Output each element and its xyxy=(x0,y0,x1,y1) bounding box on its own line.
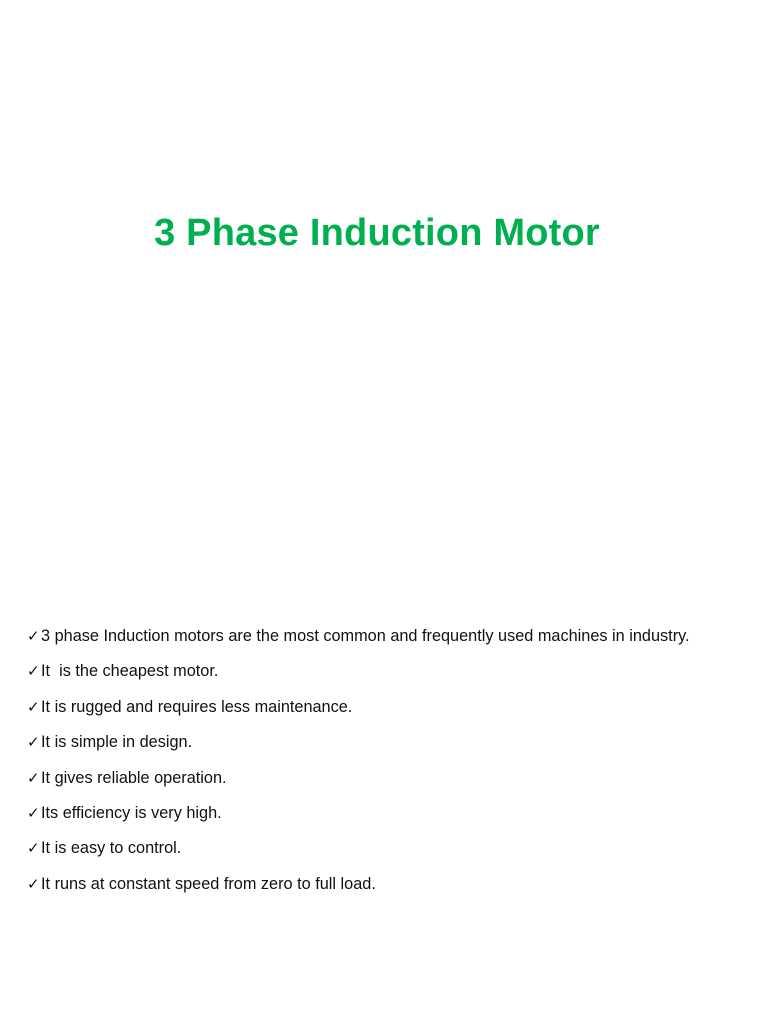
checkmark-icon: ✓ xyxy=(27,805,40,823)
list-item xyxy=(27,725,740,760)
bullet-text: 3 phase Induction motors are the most common and frequently used machines in industry. xyxy=(41,627,690,645)
bullet-text: It is simple in design. xyxy=(41,733,193,752)
bullet-text: It is the cheapest motor. xyxy=(41,662,219,681)
list-item xyxy=(27,831,740,866)
checkmark-icon: ✓ xyxy=(27,840,40,858)
list-item xyxy=(27,690,740,725)
checkmark-icon: ✓ xyxy=(27,769,40,787)
list-item xyxy=(27,619,740,654)
bullet-text: It is easy to control. xyxy=(41,839,182,858)
bullet-text: It gives reliable operation. xyxy=(41,768,227,787)
bullet-list xyxy=(27,619,740,902)
bullet-text: It is rugged and requires less maintenance. xyxy=(41,697,353,716)
slide-title: 3 Phase Induction Motor xyxy=(154,212,600,254)
checkmark-icon: ✓ xyxy=(27,734,40,752)
checkmark-icon: ✓ xyxy=(27,698,40,716)
checkmark-icon: ✓ xyxy=(27,875,40,893)
checkmark-icon: ✓ xyxy=(27,628,40,645)
bullet-text: Its efficiency is very high. xyxy=(41,804,222,823)
list-item xyxy=(27,867,740,902)
list-item xyxy=(27,761,740,796)
list-item xyxy=(27,654,740,689)
checkmark-icon: ✓ xyxy=(27,663,40,681)
list-item xyxy=(27,796,740,831)
bullet-text: It runs at constant speed from zero to full load. xyxy=(41,874,376,893)
